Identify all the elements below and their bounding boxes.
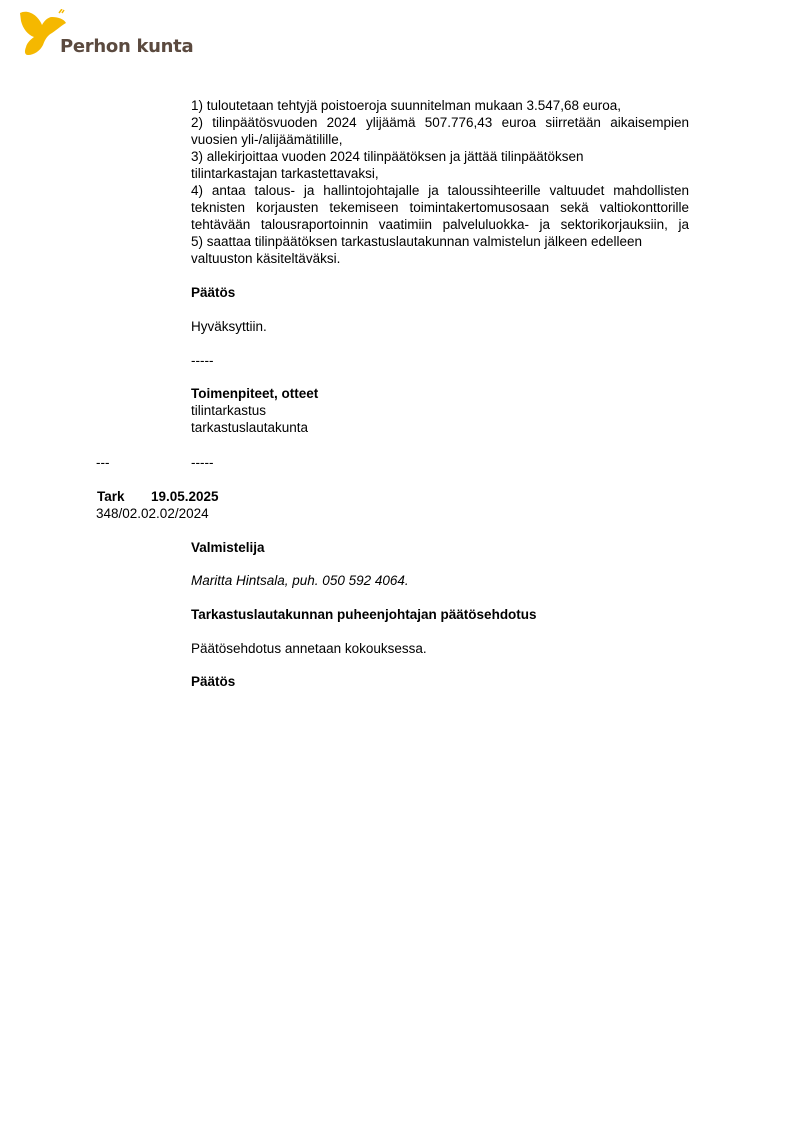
- decision-text: Hyväksyttiin.: [191, 319, 267, 334]
- proposal-heading: Tarkastuslautakunnan puheenjohtajan päätösehdotus: [191, 607, 537, 622]
- preparer-text: Maritta Hintsala, puh. 050 592 4064.: [191, 573, 409, 588]
- record-number: 348/02.02.02/2024: [96, 506, 209, 521]
- meeting-body: Tark: [97, 489, 125, 504]
- preparer-heading: Valmistelija: [191, 540, 265, 555]
- decision-item-5-line-2: valtuuston käsiteltäväksi.: [191, 251, 341, 266]
- decision-item-5-line-1: 5) saattaa tilinpäätöksen tarkastuslautakunnan valmistelun jälkeen edelleen: [191, 234, 643, 249]
- decision-item-2-line-1: 2) tilinpäätösvuoden 2024 ylijäämä 507.776,43 euroa siirretään aikaisempien: [191, 115, 689, 130]
- decision-item-4-line-1: 4) antaa talous- ja hallintojohtajalle ja taloussihteerille valtuudet mahdollisten: [191, 183, 689, 198]
- decision-item-3-line-2: tilintarkastajan tarkastettavaksi,: [191, 166, 379, 181]
- decision-item-4-line-3: tehtävään talousraportoinnin vaatimiin palveluluokka- ja sektorikorjauksiin, ja: [191, 217, 689, 232]
- decision-heading-2: Päätös: [191, 674, 236, 689]
- decision-heading: Päätös: [191, 285, 236, 300]
- action-item: tilintarkastus: [191, 403, 267, 418]
- decision-item-1: 1) tuloutetaan tehtyjä poistoeroja suunnitelman mukaan 3.547,68 euroa,: [191, 98, 622, 113]
- separator-left: ---: [96, 455, 110, 470]
- decision-item-2-line-2: vuosien yli-/alijäämätilille,: [191, 132, 343, 147]
- meeting-date: 19.05.2025: [151, 489, 219, 504]
- separator-right: -----: [191, 455, 214, 470]
- actions-heading: Toimenpiteet, otteet: [191, 386, 319, 401]
- proposal-text: Päätösehdotus annetaan kokouksessa.: [191, 641, 427, 656]
- decision-item-3-line-1: 3) allekirjoittaa vuoden 2024 tilinpäätöksen ja jättää tilinpäätöksen: [191, 149, 584, 164]
- action-item: tarkastuslautakunta: [191, 420, 309, 435]
- logo-text: Perhon kunta: [60, 36, 194, 57]
- separator-line: -----: [191, 353, 214, 368]
- decision-item-4-line-2: teknisten korjausten tekemiseen toimintakertomusosaan sekä valtiokonttorille: [191, 200, 689, 215]
